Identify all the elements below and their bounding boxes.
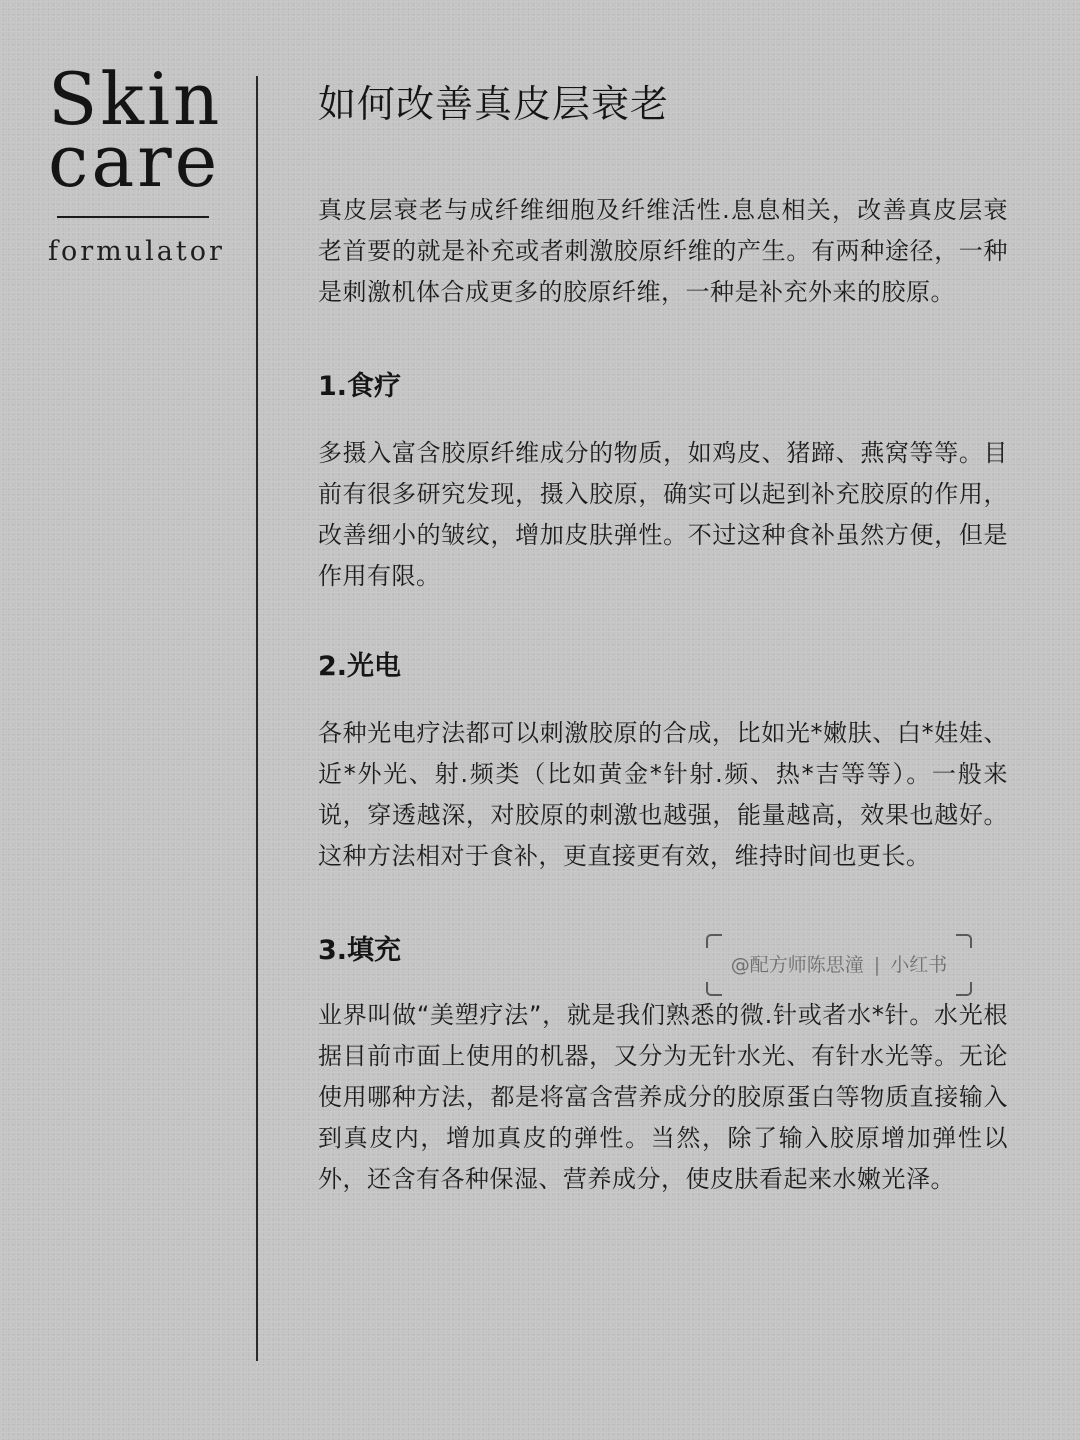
brand-logo xyxy=(48,57,225,268)
intro-paragraph: 真皮层衰老与成纤维细胞及纤维活性.息息相关，改善真皮层衰老首要的就是补充或者刺激胶原纤维的产生。有两种途径，一种是刺激机体合成更多的胶原纤维，一种是补充外来的胶原。 xyxy=(318,196,1008,306)
article xyxy=(318,78,1008,1200)
watermark-text xyxy=(706,950,972,980)
brand-word-skin: Skin xyxy=(48,57,223,141)
watermark-corner-bottom-left xyxy=(706,982,722,996)
watermark-corner-bottom-right xyxy=(956,982,972,996)
brand-subtitle: formulator xyxy=(48,236,225,267)
section-body-filler: 业界叫做“美塑疗法”，就是我们熟悉的微.针或者水*针。水光根据目前市面上使用的机器，又分为无针水光、有针水光等。无论使用哪种方法，都是将富含营养成分的胶原蛋白等物质直接输入到真皮内，增加真皮的弹性。当然，除了输入胶原增加弹性以外，还含有各种保湿、营养成分，使皮肤看起来水嫩光泽。 xyxy=(318,1001,1008,1193)
section-body-photoelectric: 各种光电疗法都可以刺激胶原的合成，比如光*嫩肤、白*娃娃、近*外光、射.频类（比如黄金*针射.频、热*吉等等）。一般来说，穿透越深，对胶原的刺激也越强，能量越高，效果也越好。这种方法相对于食补，更直接更有效，维持时间也更长。 xyxy=(318,719,1008,870)
watermark-author: @配方师陈思潼 xyxy=(730,954,864,976)
watermark xyxy=(706,934,972,996)
section-body-diet: 多摄入富含胶原纤维成分的物质，如鸡皮、猪蹄、燕窝等等。目前有很多研究发现，摄入胶原，确实可以起到补充胶原的作用，改善细小的皱纹，增加皮肤弹性。不过这种食补虽然方便，但是作用有限。 xyxy=(318,439,1008,590)
watermark-corner-top-right xyxy=(956,934,972,948)
vertical-divider xyxy=(256,76,258,1361)
brand-divider xyxy=(57,216,209,218)
watermark-platform: 小红书 xyxy=(890,954,948,976)
watermark-separator: | xyxy=(873,954,881,976)
brand-word-care: care xyxy=(48,119,221,203)
section-heading-photoelectric: 2.光电 xyxy=(318,651,402,682)
section-heading-diet: 1.食疗 xyxy=(318,371,402,402)
watermark-corner-top-left xyxy=(706,934,722,948)
page-title: 如何改善真皮层衰老 xyxy=(318,82,670,126)
section-heading-filler: 3.填充 xyxy=(318,935,402,966)
